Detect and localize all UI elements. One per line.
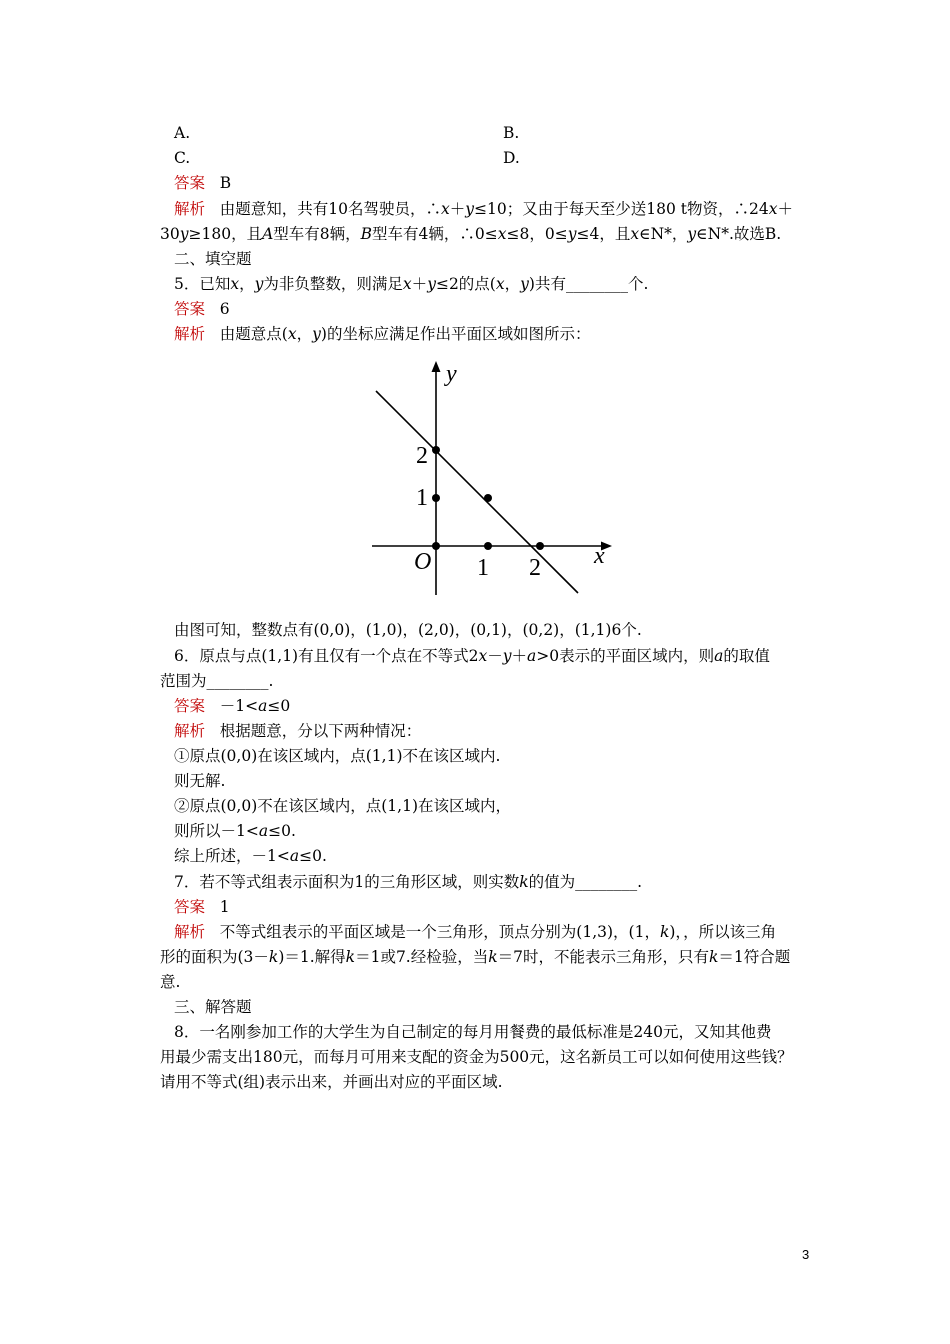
point-0-1 — [432, 494, 440, 502]
option-c: C. — [174, 149, 191, 167]
q7-analysis-line-3: 意. — [160, 973, 181, 991]
q7-analysis-line-1: 解析 不等式组表示的平面区域是一个三角形，顶点分别为(1,3)，(1，k)，，所以该三角 — [174, 923, 777, 941]
point-2-0 — [536, 542, 544, 550]
q6-case-1: ①原点(0,0)在该区域内，点(1,1)不在该区域内. — [174, 747, 501, 765]
answer-label: 答案 — [174, 697, 206, 715]
q6-answer: 答案 －1<a≤0 — [174, 697, 291, 715]
analysis-label: 解析 — [174, 923, 206, 941]
answer-value: B — [219, 174, 232, 192]
q5-conclusion: 由图可知，整数点有(0,0)，(1,0)，(2,0)，(0,1)，(0,2)，(1,1)6个. — [174, 621, 642, 639]
x-tick-2: 2 — [529, 555, 541, 581]
q4-answer — [174, 173, 231, 193]
point-0-0 — [432, 542, 440, 550]
y-axis-arrow — [432, 361, 441, 372]
analysis-label: 解析 — [174, 200, 206, 218]
q6-case-2-result: 则所以－1<a≤0. — [174, 822, 296, 840]
y-tick-1: 1 — [416, 485, 428, 511]
q8-line-1: 8．一名刚参加工作的大学生为自己制定的每月用餐费的最低标准是240元，又知其他费 — [174, 1023, 772, 1041]
q5-stem: 5．已知x，y为非负整数，则满足x＋y≤2的点(x，y)共有________个. — [174, 275, 649, 293]
q8-line-3: 请用不等式(组)表示出来，并画出对应的平面区域. — [160, 1073, 503, 1091]
analysis-label: 解析 — [174, 325, 206, 343]
page-number: 3 — [802, 1247, 810, 1262]
q7-answer: 答案 1 — [174, 898, 230, 916]
q4-analysis-line-1: 解析 由题意知，共有10名驾驶员，∴x＋y≤10；又由于每天至少送180 t物资，∴24x＋ — [174, 200, 794, 218]
section-solve: 三、解答题 — [174, 998, 252, 1016]
integer-points — [432, 446, 544, 550]
y-axis-label: y — [446, 361, 457, 387]
answer-label: 答案 — [174, 898, 206, 916]
answer-value: 6 — [219, 300, 230, 318]
q5-answer — [174, 299, 230, 319]
point-1-0 — [484, 542, 492, 550]
point-0-2 — [432, 446, 440, 454]
q4-analysis-line-2: 30y≥180，且A型车有8辆，B型车有4辆，∴0≤x≤8，0≤y≤4，且x∈N*，y∈N*.故选B. — [160, 225, 782, 243]
q7-stem: 7．若不等式组表示面积为1的三角形区域，则实数k的值为________. — [174, 873, 643, 891]
q6-stem-line-2: 范围为________. — [160, 672, 274, 690]
q6-case-1-result: 则无解. — [174, 772, 226, 790]
q8-line-2: 用最少需支出180元，而每月可用来支配的资金为500元，这名新员工可以如何使用这些钱？ — [160, 1048, 793, 1066]
q7-analysis-line-2: 形的面积为(3－k)＝1.解得k＝1或7.经检验，当k＝7时，不能表示三角形，只有k＝1符合题 — [160, 948, 791, 966]
answer-label: 答案 — [174, 174, 206, 192]
option-a: A. — [174, 124, 191, 142]
point-1-1 — [484, 494, 492, 502]
q6-summary: 综上所述，－1<a≤0. — [174, 847, 327, 865]
q6-analysis: 解析 根据题意，分以下两种情况： — [174, 722, 422, 740]
q5-analysis: 解析 由题意点(x，y)的坐标应满足作出平面区域如图所示： — [174, 325, 591, 343]
option-b: B. — [503, 124, 520, 142]
y-tick-2: 2 — [416, 443, 428, 469]
section-fill-blank: 二、填空题 — [174, 250, 252, 268]
x-axis-label: x — [594, 543, 605, 569]
q6-stem-line-1: 6．原点与点(1,1)有且仅有一个点在不等式2x－y＋a>0表示的平面区域内，则a的取值 — [174, 647, 770, 665]
q6-case-2: ②原点(0,0)不在该区域内，点(1,1)在该区域内， — [174, 797, 511, 815]
origin-label: O — [414, 549, 432, 575]
analysis-label: 解析 — [174, 722, 206, 740]
x-tick-1: 1 — [477, 555, 489, 581]
region-figure — [360, 355, 620, 605]
option-d: D. — [503, 149, 520, 167]
answer-label: 答案 — [174, 300, 206, 318]
